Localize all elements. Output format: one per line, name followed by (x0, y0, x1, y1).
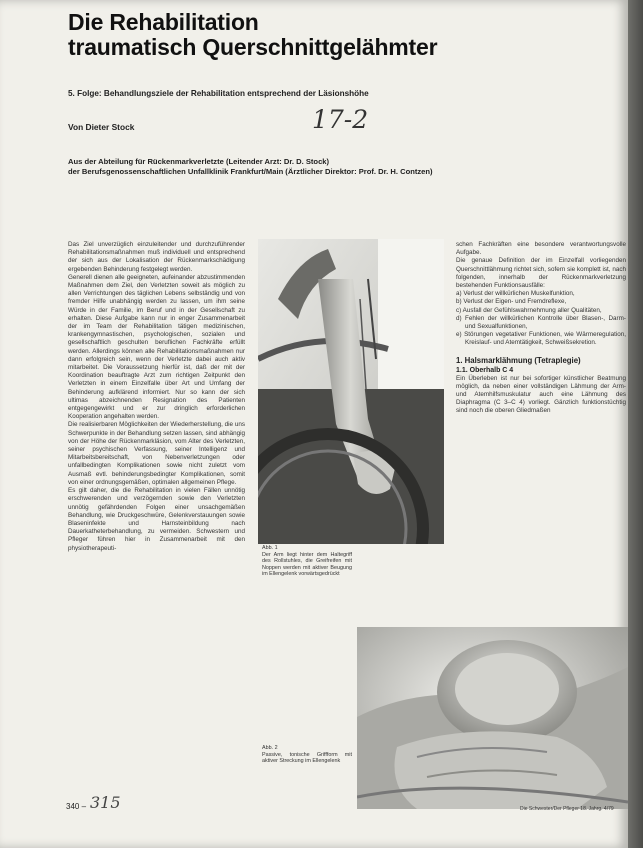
paragraph: Die realisierbaren Möglichkeiten der Wiederherstellung, die uns Schwerpunkte in der Behandlung setzen lassen, sind abhängig von der Höhe der Rückenmarkläsion, vom Alter des Verletzten, seiner psychischen Verfassung, seiner Intelligenz und Mitarbeitsbereitschaft, von Nebenverletzungen oder unfallbedingten Komplikationen sowie nicht zuletzt vom Ausmaß evtl. behinderungsbedingter Komplikationen, somit von einer ordnungsgemäßen, optimalen allgemeinen Pflege. (68, 421, 245, 486)
text-column-left (68, 241, 245, 553)
paragraph: Generell dienen alle geeigneten, aufeinander abzustimmenden Maßnahmen dem Ziel, den Verletzten soweit als möglich zu allen Verrichtungen des täglichen Lebens selbständig und von fremder Hilfe unabhängig werden zu lassen, um ihm seine Würde in der Familie, im Beruf und in der Gesellschaft zu erhalten. Diese Aufgabe kann nur in enger Zusammenarbeit der im Team der Rehabilitation tätigen medizinischen, krankengymnastischen, psychologischen, sozialen und gesellschaftlich geschulten beruflichen Fachkräfte erfüllt werden. Allerdings können alle Rehabilitationsmaßnahmen nur dann erfolgreich sein, wenn der Verletzte dabei auch aktiv mitarbeitet. Die Voraussetzung hierfür ist, daß der mit der Koordination beauftragte Arzt zum richtigen Zeitpunkt den Verletzten in einem Einzelfalle über Art und Umfang der Behinderung aufklärend informiert. Nur so kann der sich ultimas abzeichnenden Resignation des Patienten entgegengewirkt und er zur dringlich erforderlichen Kooperation angehalten werden. (68, 273, 245, 421)
article-subtitle: 5. Folge: Behandlungsziele der Rehabilitation entsprechend der Läsionshöhe (68, 89, 369, 98)
figure-2-caption-text: Passive, tonische Griffform mit aktiver Streckung im Ellengelenk (262, 751, 352, 765)
figure-1-photo (258, 239, 444, 544)
article-title (68, 10, 437, 60)
handwritten-note: 17-2 (312, 105, 369, 134)
section-heading: 1. Halsmarklähmung (Tetraplegie) (456, 355, 581, 365)
paragraph: schen Fachkräften eine besondere verantwortungsvolle Aufgabe. (456, 241, 626, 257)
paragraph: Die genaue Definition der im Einzelfall vorliegenden Querschnittlähmung richtet sich, sofern sie komplett ist, nach folgenden, innerhalb der Rückenmarkverletzung bestehenden Funktionsausfälle: (456, 257, 626, 290)
author-affiliation (68, 157, 433, 177)
figure-1-caption (262, 545, 352, 578)
paragraph: Das Ziel unverzüglich einzuleitender und durchzuführender Rehabilitationsmaßnahmen muß individuell und entsprechend der sich aus der Lokalisation der Rückenmarkschädigung ergebenden Behinderung festgelegt werden. (68, 241, 245, 273)
affiliation-line-1: Aus der Abteilung für Rückenmarkverletzte (Leitender Arzt: Dr. D. Stock) (68, 157, 330, 166)
figure-2-caption (262, 745, 352, 765)
handwritten-page-number: 315 (90, 793, 121, 812)
loss-of-function-list (456, 290, 626, 347)
title-line-2: traumatisch Querschnittgelähmter (68, 34, 438, 60)
journal-footer: Die Schwester/Der Pfleger 18. Jahrg. 4/79 (520, 806, 614, 812)
article-author: Von Dieter Stock (68, 122, 135, 132)
list-item: d) Fehlen der willkürlichen Kontrolle über Blasen-, Darm- und Sexualfunktionen, (456, 314, 626, 331)
figure-2-label: Abb. 2 (262, 745, 278, 751)
paragraph: Ein Überleben ist nur bei sofortiger künstlicher Beatmung möglich, da neben einer vollständigen Lähmung der Arm- und Atemhilfsmuskulatur auch eine Lähmung des Diaphragma (C 3–C 4) vorliegt. Gänzlich funktionstüchtig sind noch die oberen Gliedmaßen (456, 374, 626, 415)
paragraph: Es gilt daher, die die Rehabilitation in vielen Fällen unnötig erschwerenden und verzögernden sowie den Verletzten unnötig gefährdenden Folgen einer unsachgemäßen Behandlung, wie Druckgeschwüre, Gelenkverstauungen sowie Blaseninfekte und Harnsteinbildung nach Dauerkatheterbehandlung, zu vermeiden. Schwestern und Pfleger führen hier in Zusammenarbeit mit den physiotherapeuti- (68, 487, 245, 552)
affiliation-line-2: der Berufsgenossenschaftlichen Unfallklinik Frankfurt/Main (Ärztlicher Direktor: Prof. Dr. H. Contzen) (68, 167, 433, 176)
page-number: 340 – (66, 802, 87, 811)
subsection-heading: 1.1. Oberhalb C 4 (456, 366, 514, 374)
title-line-1: Die Rehabilitation (68, 9, 259, 35)
list-item: a) Verlust der willkürlichen Muskelfunktion, (456, 290, 575, 298)
list-item: c) Ausfall der Gefühlswahrnehmung aller Qualitäten, (456, 306, 602, 314)
text-column-right (456, 241, 626, 416)
wheelchair-arm-illustration (258, 239, 444, 544)
figure-2-photo (357, 627, 628, 809)
book-page-edge (628, 0, 643, 848)
list-item: e) Störungen vegetativer Funktionen, wie Wärmeregulation, Kreislauf- und Atemtätigkeit, Schweißsekretion. (456, 331, 626, 347)
list-item: b) Verlust der Eigen- und Fremdreflexe, (456, 298, 567, 306)
figure-1-caption-text: Der Arm liegt hinter dem Haltegriff des Rollstuhles, die Greifreifen mit Noppen werden mit aktiver Beugung im Ellengelenk vorwärtsgedrückt (262, 551, 352, 578)
hand-grip-illustration (357, 627, 628, 809)
figure-1-label: Abb. 1 (262, 545, 278, 551)
